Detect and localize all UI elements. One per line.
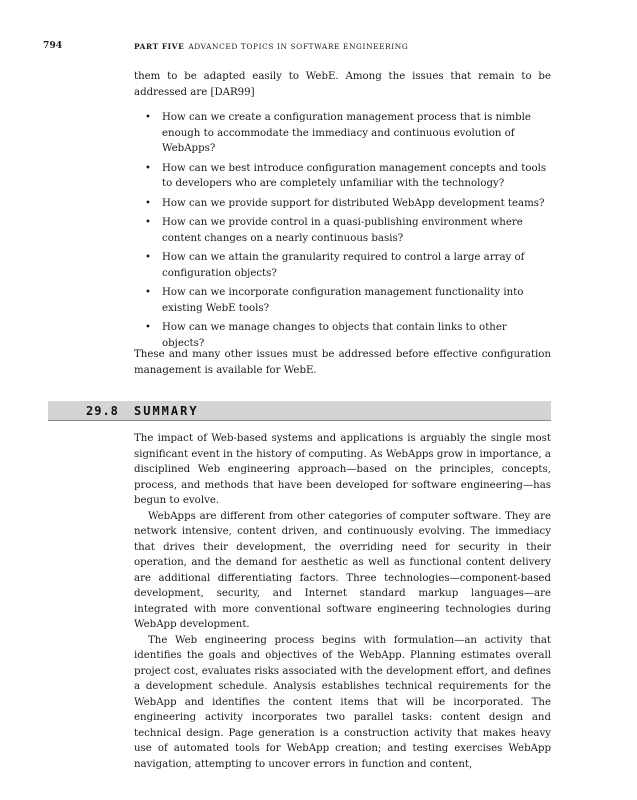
bullet-marker: • bbox=[145, 217, 151, 228]
section-heading bbox=[48, 401, 551, 421]
section-title: SUMMARY bbox=[134, 404, 199, 418]
summary-body bbox=[134, 431, 551, 772]
section-number: 29.8 bbox=[86, 404, 119, 418]
bullet-marker: • bbox=[145, 112, 151, 123]
summary-paragraph: WebApps are different from other categories of computer software. They are network intensive, content driven, and continuously evolving. The immediacy that drives their development, the overriding need for security in their operation, and the demand for aesthetic as well as functional content delivery are additional differentiating factors. Three technologies—component-based development, security, and Internet standard markup languages—are integrated with more conventional software engineering technologies during WebApp development. bbox=[134, 510, 551, 630]
list-item bbox=[134, 196, 551, 212]
list-item bbox=[134, 110, 551, 157]
summary-paragraph: The Web engineering process begins with formulation—an activity that identifies the goals and objectives of the WebApp. Planning estimates overall project cost, evaluates risks associated with the development effort, and defines a development schedule. Analysis establishes technical requirements for the WebApp and identifies the content items that will be incorporated. The engineering activity incorporates two parallel tasks: content design and technical design. Page generation is a construction activity that makes heavy use of automated tools for WebApp creation; and testing exercises WebApp navigation, attempting to uncover errors in function and content, bbox=[134, 634, 551, 770]
closing-paragraph: These and many other issues must be addressed before effective configuration management is available for WebE. bbox=[134, 349, 551, 376]
summary-paragraph: The impact of Web-based systems and applications is arguably the single most significant event in the history of computing. As WebApps grow in importance, a disciplined Web engineering approach—based on the principles, concepts, process, and methods that have been developed for software engineering—has begun to evolve. bbox=[134, 433, 551, 506]
list-item-text: How can we incorporate configuration management functionality into existing WebE tools? bbox=[162, 287, 524, 314]
bullet-marker: • bbox=[145, 197, 151, 209]
list-item-text: How can we manage changes to objects that contain links to other objects? bbox=[162, 322, 507, 349]
intro-paragraph: them to be adapted easily to WebE. Among the issues that remain to be addressed are [DAR99] bbox=[134, 71, 551, 98]
page-number: 794 bbox=[43, 41, 63, 51]
running-head bbox=[134, 42, 408, 51]
bullet-marker: • bbox=[145, 287, 151, 298]
list-item bbox=[134, 215, 551, 246]
list-item-text: How can we best introduce configuration management concepts and tools to developers who are completely unfamiliar with the technology? bbox=[162, 162, 547, 189]
list-item bbox=[134, 161, 551, 192]
list-item bbox=[134, 285, 551, 316]
list-item bbox=[134, 250, 551, 281]
part-label: PART FIVE bbox=[134, 42, 185, 51]
list-item-text: How can we create a configuration management process that is nimble enough to accommodate the immediacy and continuous evolution of WebApps? bbox=[162, 112, 531, 154]
bullet-marker: • bbox=[145, 322, 151, 333]
bullet-marker: • bbox=[145, 162, 151, 174]
bullet-marker: • bbox=[145, 252, 151, 263]
list-item-text: How can we provide control in a quasi-publishing environment where content changes on a nearly continuous basis? bbox=[162, 217, 523, 244]
part-title: ADVANCED TOPICS IN SOFTWARE ENGINEERING bbox=[188, 42, 409, 51]
list-item-text: How can we attain the granularity required to control a large array of configuration objects? bbox=[162, 252, 525, 279]
running-header bbox=[0, 41, 637, 55]
list-item-text: How can we provide support for distributed WebApp development teams? bbox=[162, 197, 545, 209]
issues-list bbox=[134, 110, 551, 355]
